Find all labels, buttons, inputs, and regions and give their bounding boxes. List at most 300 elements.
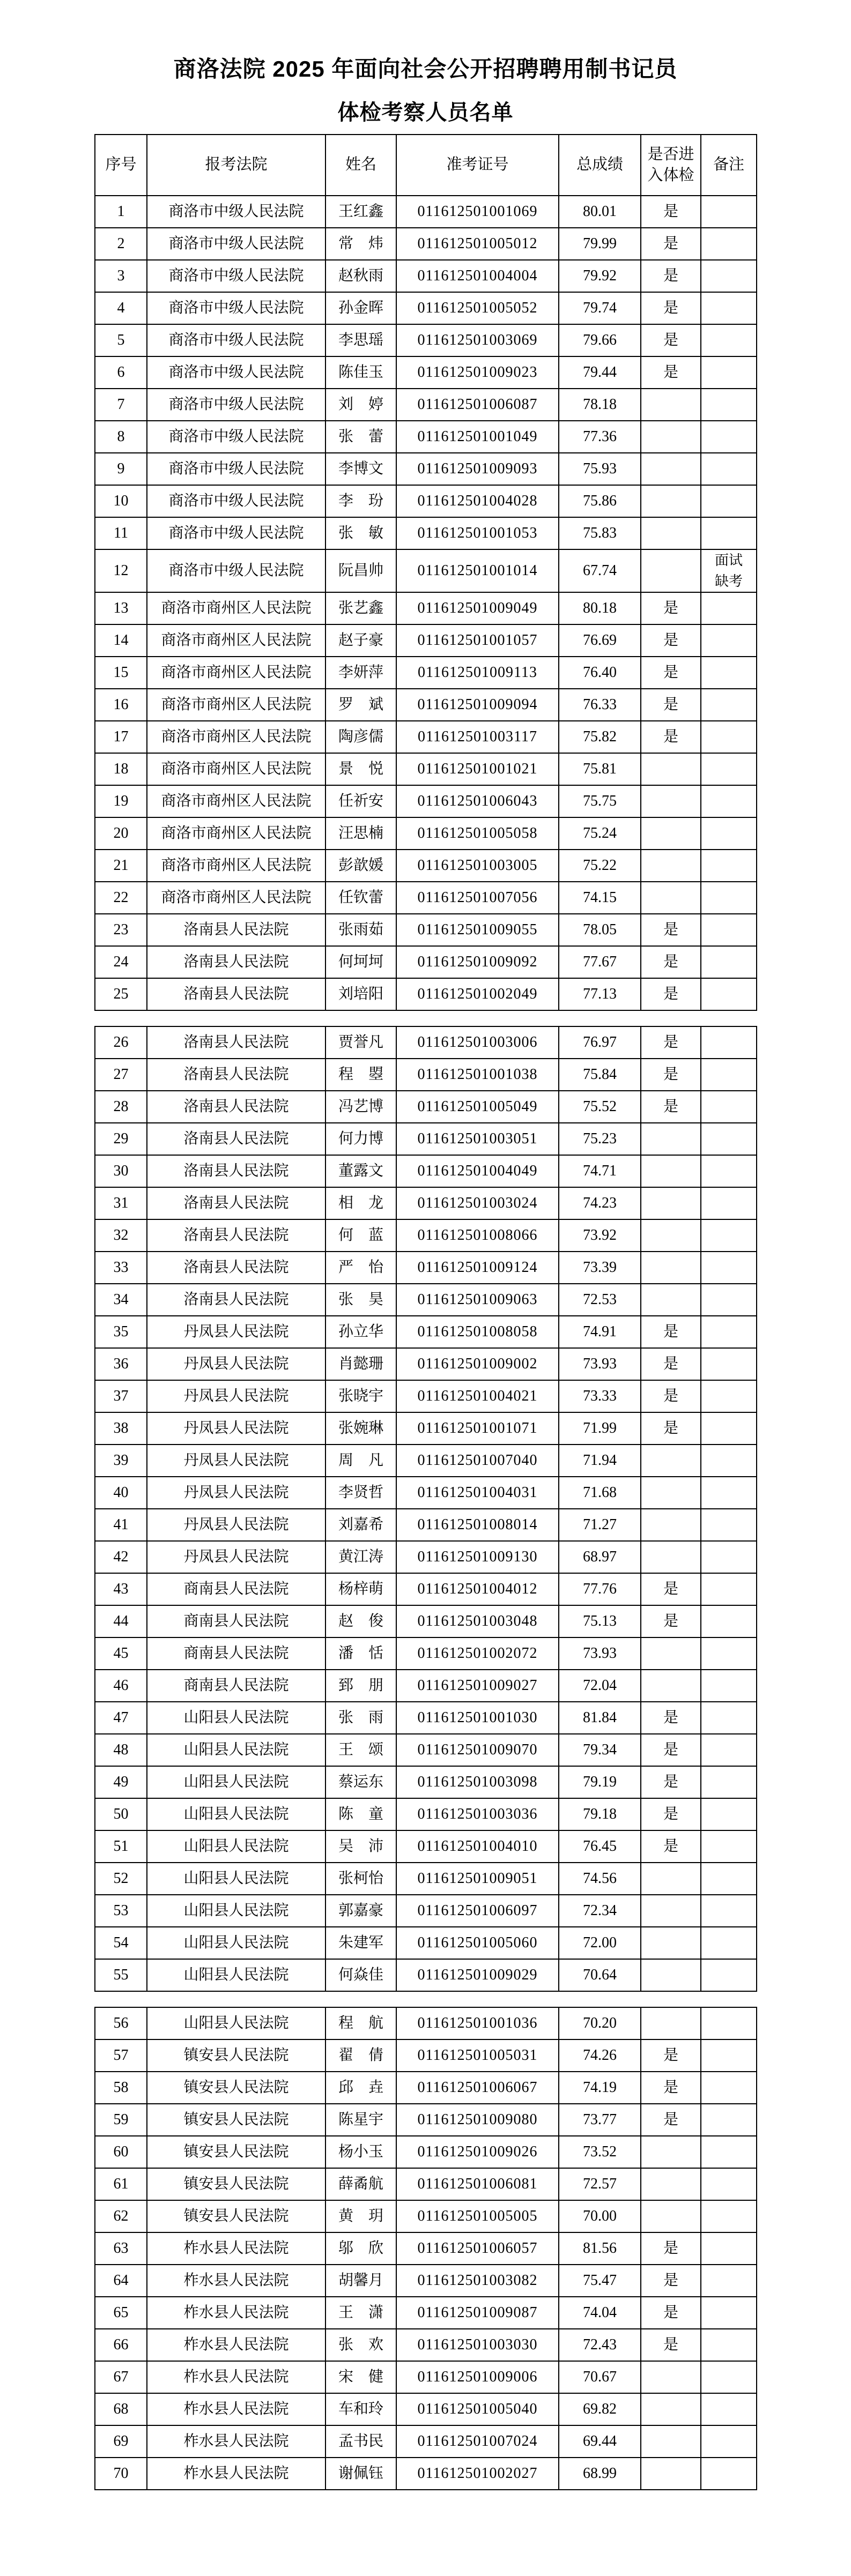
cell-name: 郭嘉豪 <box>325 1895 396 1927</box>
table-row <box>95 1734 757 1766</box>
cell-pass: 是 <box>641 1026 701 1059</box>
cell-score: 72.00 <box>559 1927 641 1959</box>
cell-pass <box>641 1284 701 1316</box>
column-header-name: 姓名 <box>325 135 396 196</box>
cell-pass: 是 <box>641 592 701 624</box>
cell-note <box>701 260 757 292</box>
cell-note <box>701 1927 757 1959</box>
cell-no: 62 <box>95 2200 147 2232</box>
cell-name: 肖懿珊 <box>325 1348 396 1380</box>
cell-note <box>701 2297 757 2329</box>
cell-score: 68.99 <box>559 2458 641 2490</box>
cell-no: 65 <box>95 2297 147 2329</box>
cell-pass: 是 <box>641 1766 701 1798</box>
cell-pass <box>641 817 701 850</box>
cell-ticket: 011612501003005 <box>396 850 559 882</box>
cell-pass <box>641 2361 701 2393</box>
cell-ticket: 011612501009087 <box>396 2297 559 2329</box>
cell-score: 70.20 <box>559 2007 641 2039</box>
cell-score: 75.22 <box>559 850 641 882</box>
cell-no: 24 <box>95 946 147 978</box>
cell-score: 79.74 <box>559 292 641 324</box>
cell-name: 彭歆媛 <box>325 850 396 882</box>
cell-no: 28 <box>95 1091 147 1123</box>
cell-pass <box>641 1927 701 1959</box>
cell-ticket: 011612501001049 <box>396 421 559 453</box>
cell-court: 洛南县人民法院 <box>147 1123 325 1155</box>
cell-ticket: 011612501003048 <box>396 1605 559 1637</box>
cell-note <box>701 2425 757 2458</box>
cell-note <box>701 721 757 753</box>
cell-note <box>701 2361 757 2393</box>
cell-score: 76.97 <box>559 1026 641 1059</box>
cell-name: 孙金晖 <box>325 292 396 324</box>
cell-no: 9 <box>95 453 147 485</box>
cell-score: 73.52 <box>559 2136 641 2168</box>
cell-note <box>701 1670 757 1702</box>
cell-note: 面试缺考 <box>701 549 757 592</box>
cell-note <box>701 689 757 721</box>
cell-pass <box>641 1219 701 1252</box>
cell-court: 商洛市中级人民法院 <box>147 389 325 421</box>
cell-pass: 是 <box>641 260 701 292</box>
roster-table-segment-1 <box>94 134 757 1011</box>
cell-name: 贾誉凡 <box>325 1026 396 1059</box>
cell-court: 柞水县人民法院 <box>147 2329 325 2361</box>
cell-note <box>701 2039 757 2072</box>
cell-ticket: 011612501001069 <box>396 196 559 228</box>
cell-name: 程 航 <box>325 2007 396 2039</box>
cell-no: 63 <box>95 2232 147 2265</box>
cell-note <box>701 1091 757 1123</box>
table-row <box>95 689 757 721</box>
cell-no: 40 <box>95 1477 147 1509</box>
cell-pass: 是 <box>641 1380 701 1412</box>
cell-score: 75.83 <box>559 517 641 549</box>
cell-pass <box>641 2007 701 2039</box>
cell-score: 74.15 <box>559 882 641 914</box>
cell-note <box>701 1637 757 1670</box>
cell-score: 75.23 <box>559 1123 641 1155</box>
cell-no: 10 <box>95 485 147 517</box>
cell-note <box>701 978 757 1010</box>
cell-score: 72.53 <box>559 1284 641 1316</box>
cell-ticket: 011612501004031 <box>396 1477 559 1509</box>
cell-score: 77.13 <box>559 978 641 1010</box>
cell-ticket: 011612501004012 <box>396 1573 559 1605</box>
cell-court: 柞水县人民法院 <box>147 2393 325 2425</box>
table-row <box>95 2329 757 2361</box>
cell-pass: 是 <box>641 324 701 356</box>
cell-name: 张艺鑫 <box>325 592 396 624</box>
cell-pass <box>641 517 701 549</box>
table-row <box>95 1798 757 1830</box>
table-row <box>95 421 757 453</box>
cell-court: 丹凤县人民法院 <box>147 1541 325 1573</box>
cell-court: 柞水县人民法院 <box>147 2361 325 2393</box>
cell-note <box>701 1252 757 1284</box>
cell-pass: 是 <box>641 1348 701 1380</box>
cell-ticket: 011612501003024 <box>396 1187 559 1219</box>
cell-no: 25 <box>95 978 147 1010</box>
column-header-note: 备注 <box>701 135 757 196</box>
cell-name: 张 昊 <box>325 1284 396 1316</box>
cell-court: 山阳县人民法院 <box>147 1863 325 1895</box>
table-row <box>95 2361 757 2393</box>
cell-pass: 是 <box>641 228 701 260</box>
cell-no: 57 <box>95 2039 147 2072</box>
cell-pass <box>641 1541 701 1573</box>
table-row <box>95 2425 757 2458</box>
cell-note <box>701 2329 757 2361</box>
cell-name: 何焱佳 <box>325 1959 396 1991</box>
table-row <box>95 2200 757 2232</box>
cell-court: 镇安县人民法院 <box>147 2136 325 2168</box>
cell-no: 56 <box>95 2007 147 2039</box>
cell-ticket: 011612501001021 <box>396 753 559 785</box>
cell-score: 74.19 <box>559 2072 641 2104</box>
cell-ticket: 011612501003098 <box>396 1766 559 1798</box>
cell-score: 75.24 <box>559 817 641 850</box>
cell-pass: 是 <box>641 292 701 324</box>
cell-score: 73.93 <box>559 1348 641 1380</box>
cell-name: 李贤哲 <box>325 1477 396 1509</box>
table-row <box>95 389 757 421</box>
cell-no: 22 <box>95 882 147 914</box>
cell-score: 81.84 <box>559 1702 641 1734</box>
table-row <box>95 592 757 624</box>
cell-no: 26 <box>95 1026 147 1059</box>
cell-note <box>701 2393 757 2425</box>
cell-name: 杨梓萌 <box>325 1573 396 1605</box>
cell-no: 38 <box>95 1412 147 1445</box>
cell-name: 李博文 <box>325 453 396 485</box>
column-header-ticket: 准考证号 <box>396 135 559 196</box>
cell-name: 翟 倩 <box>325 2039 396 2072</box>
cell-note <box>701 1959 757 1991</box>
cell-ticket: 011612501006043 <box>396 785 559 817</box>
cell-no: 54 <box>95 1927 147 1959</box>
cell-no: 16 <box>95 689 147 721</box>
cell-score: 75.13 <box>559 1605 641 1637</box>
cell-no: 51 <box>95 1830 147 1863</box>
cell-pass: 是 <box>641 624 701 657</box>
cell-court: 商洛市中级人民法院 <box>147 228 325 260</box>
cell-ticket: 011612501004028 <box>396 485 559 517</box>
cell-pass <box>641 453 701 485</box>
cell-score: 73.39 <box>559 1252 641 1284</box>
table-row <box>95 1927 757 1959</box>
cell-pass <box>641 2136 701 2168</box>
cell-note <box>701 1702 757 1734</box>
cell-no: 18 <box>95 753 147 785</box>
cell-note <box>701 592 757 624</box>
cell-name: 陈佳玉 <box>325 356 396 389</box>
cell-no: 69 <box>95 2425 147 2458</box>
cell-name: 王红鑫 <box>325 196 396 228</box>
roster-table-segment-2 <box>94 1026 757 1992</box>
cell-note <box>701 485 757 517</box>
table-row <box>95 657 757 689</box>
cell-pass: 是 <box>641 1734 701 1766</box>
cell-court: 山阳县人民法院 <box>147 1798 325 1830</box>
cell-name: 张 欢 <box>325 2329 396 2361</box>
cell-no: 33 <box>95 1252 147 1284</box>
table-row <box>95 1316 757 1348</box>
cell-pass <box>641 549 701 592</box>
cell-court: 丹凤县人民法院 <box>147 1412 325 1445</box>
cell-score: 72.34 <box>559 1895 641 1927</box>
cell-name: 汪思楠 <box>325 817 396 850</box>
table-row <box>95 1091 757 1123</box>
table-row <box>95 356 757 389</box>
table-row <box>95 817 757 850</box>
cell-no: 46 <box>95 1670 147 1702</box>
table-row <box>95 485 757 517</box>
cell-no: 64 <box>95 2265 147 2297</box>
cell-court: 洛南县人民法院 <box>147 1187 325 1219</box>
cell-note <box>701 2007 757 2039</box>
cell-no: 5 <box>95 324 147 356</box>
cell-note <box>701 1026 757 1059</box>
cell-score: 77.67 <box>559 946 641 978</box>
cell-note <box>701 2265 757 2297</box>
cell-no: 13 <box>95 592 147 624</box>
cell-note <box>701 850 757 882</box>
table-row <box>95 324 757 356</box>
cell-score: 81.56 <box>559 2232 641 2265</box>
cell-name: 郅 朋 <box>325 1670 396 1702</box>
cell-no: 61 <box>95 2168 147 2200</box>
cell-court: 商洛市商州区人民法院 <box>147 817 325 850</box>
cell-no: 39 <box>95 1445 147 1477</box>
cell-no: 32 <box>95 1219 147 1252</box>
cell-score: 75.84 <box>559 1059 641 1091</box>
table-row <box>95 1445 757 1477</box>
cell-court: 山阳县人民法院 <box>147 1895 325 1927</box>
cell-note <box>701 1316 757 1348</box>
table-row <box>95 1541 757 1573</box>
cell-note <box>701 1830 757 1863</box>
cell-pass: 是 <box>641 1702 701 1734</box>
cell-court: 山阳县人民法院 <box>147 1734 325 1766</box>
cell-no: 35 <box>95 1316 147 1348</box>
cell-court: 丹凤县人民法院 <box>147 1380 325 1412</box>
cell-ticket: 011612501007024 <box>396 2425 559 2458</box>
cell-court: 山阳县人民法院 <box>147 1702 325 1734</box>
table-row <box>95 517 757 549</box>
cell-ticket: 011612501008014 <box>396 1509 559 1541</box>
table-row <box>95 946 757 978</box>
cell-ticket: 011612501004010 <box>396 1830 559 1863</box>
cell-ticket: 011612501008058 <box>396 1316 559 1348</box>
cell-court: 商洛市商州区人民法院 <box>147 624 325 657</box>
cell-no: 2 <box>95 228 147 260</box>
cell-pass <box>641 882 701 914</box>
cell-name: 潘 恬 <box>325 1637 396 1670</box>
cell-court: 山阳县人民法院 <box>147 1959 325 1991</box>
table-row <box>95 292 757 324</box>
cell-score: 73.77 <box>559 2104 641 2136</box>
column-header-score: 总成绩 <box>559 135 641 196</box>
table-row <box>95 196 757 228</box>
cell-note <box>701 1477 757 1509</box>
cell-ticket: 011612501006087 <box>396 389 559 421</box>
cell-ticket: 011612501005005 <box>396 2200 559 2232</box>
table-row <box>95 1830 757 1863</box>
cell-name: 张晓宇 <box>325 1380 396 1412</box>
cell-score: 76.45 <box>559 1830 641 1863</box>
cell-court: 商洛市中级人民法院 <box>147 485 325 517</box>
table-row <box>95 1348 757 1380</box>
cell-note <box>701 1605 757 1637</box>
cell-note <box>701 2232 757 2265</box>
cell-note <box>701 753 757 785</box>
cell-score: 71.94 <box>559 1445 641 1477</box>
cell-note <box>701 2136 757 2168</box>
cell-score: 72.57 <box>559 2168 641 2200</box>
cell-no: 17 <box>95 721 147 753</box>
cell-score: 79.44 <box>559 356 641 389</box>
cell-pass: 是 <box>641 978 701 1010</box>
cell-note <box>701 1541 757 1573</box>
table-row <box>95 1670 757 1702</box>
cell-name: 常 炜 <box>325 228 396 260</box>
cell-court: 山阳县人民法院 <box>147 1927 325 1959</box>
cell-no: 14 <box>95 624 147 657</box>
cell-no: 68 <box>95 2393 147 2425</box>
cell-name: 刘 婷 <box>325 389 396 421</box>
cell-note <box>701 324 757 356</box>
cell-pass <box>641 389 701 421</box>
cell-court: 商洛市中级人民法院 <box>147 260 325 292</box>
cell-name: 黄江涛 <box>325 1541 396 1573</box>
cell-ticket: 011612501001036 <box>396 2007 559 2039</box>
cell-note <box>701 1219 757 1252</box>
table-row <box>95 260 757 292</box>
cell-name: 任祈安 <box>325 785 396 817</box>
cell-score: 71.68 <box>559 1477 641 1509</box>
cell-name: 罗 斌 <box>325 689 396 721</box>
cell-ticket: 011612501007056 <box>396 882 559 914</box>
cell-no: 60 <box>95 2136 147 2168</box>
cell-pass: 是 <box>641 356 701 389</box>
cell-score: 78.05 <box>559 914 641 946</box>
cell-name: 薛矞航 <box>325 2168 396 2200</box>
cell-name: 张 雨 <box>325 1702 396 1734</box>
cell-ticket: 011612501004021 <box>396 1380 559 1412</box>
cell-pass: 是 <box>641 657 701 689</box>
cell-ticket: 011612501001057 <box>396 624 559 657</box>
table-row <box>95 2265 757 2297</box>
cell-name: 冯艺博 <box>325 1091 396 1123</box>
cell-name: 张 敏 <box>325 517 396 549</box>
cell-score: 70.00 <box>559 2200 641 2232</box>
table-row <box>95 2232 757 2265</box>
cell-name: 陈 童 <box>325 1798 396 1830</box>
cell-ticket: 011612501009130 <box>396 1541 559 1573</box>
cell-ticket: 011612501003036 <box>396 1798 559 1830</box>
table-row <box>95 1766 757 1798</box>
cell-score: 80.18 <box>559 592 641 624</box>
cell-score: 78.18 <box>559 389 641 421</box>
cell-no: 4 <box>95 292 147 324</box>
cell-note <box>701 389 757 421</box>
cell-ticket: 011612501001030 <box>396 1702 559 1734</box>
cell-note <box>701 292 757 324</box>
cell-score: 77.76 <box>559 1573 641 1605</box>
cell-score: 76.33 <box>559 689 641 721</box>
cell-no: 3 <box>95 260 147 292</box>
table-row <box>95 785 757 817</box>
cell-ticket: 011612501009029 <box>396 1959 559 1991</box>
cell-pass: 是 <box>641 1412 701 1445</box>
cell-pass <box>641 1959 701 1991</box>
cell-ticket: 011612501009094 <box>396 689 559 721</box>
cell-court: 洛南县人民法院 <box>147 946 325 978</box>
cell-pass: 是 <box>641 2329 701 2361</box>
cell-ticket: 011612501005060 <box>396 1927 559 1959</box>
cell-court: 商洛市商州区人民法院 <box>147 753 325 785</box>
cell-court: 商洛市中级人民法院 <box>147 517 325 549</box>
cell-name: 程 曌 <box>325 1059 396 1091</box>
cell-no: 12 <box>95 549 147 592</box>
cell-note <box>701 2200 757 2232</box>
cell-ticket: 011612501006057 <box>396 2232 559 2265</box>
cell-score: 67.74 <box>559 549 641 592</box>
cell-note <box>701 1123 757 1155</box>
cell-score: 74.04 <box>559 2297 641 2329</box>
cell-score: 72.04 <box>559 1670 641 1702</box>
cell-court: 商南县人民法院 <box>147 1670 325 1702</box>
cell-note <box>701 1509 757 1541</box>
cell-note <box>701 1734 757 1766</box>
page-title: 商洛法院 2025 年面向社会公开招聘聘用制书记员 <box>173 56 678 81</box>
cell-court: 商洛市商州区人民法院 <box>147 689 325 721</box>
cell-name: 任钦蕾 <box>325 882 396 914</box>
cell-score: 74.71 <box>559 1155 641 1187</box>
cell-pass: 是 <box>641 2039 701 2072</box>
cell-court: 商南县人民法院 <box>147 1605 325 1637</box>
cell-no: 31 <box>95 1187 147 1219</box>
table-row <box>95 2136 757 2168</box>
cell-pass <box>641 1477 701 1509</box>
table-row <box>95 1509 757 1541</box>
cell-no: 36 <box>95 1348 147 1380</box>
cell-ticket: 011612501003030 <box>396 2329 559 2361</box>
table-row <box>95 1284 757 1316</box>
cell-score: 75.82 <box>559 721 641 753</box>
cell-name: 刘嘉希 <box>325 1509 396 1541</box>
cell-ticket: 011612501003117 <box>396 721 559 753</box>
cell-court: 商洛市商州区人民法院 <box>147 592 325 624</box>
table-row <box>95 1026 757 1059</box>
cell-no: 41 <box>95 1509 147 1541</box>
cell-note <box>701 1284 757 1316</box>
table-row <box>95 1477 757 1509</box>
cell-court: 商洛市商州区人民法院 <box>147 721 325 753</box>
cell-name: 相 龙 <box>325 1187 396 1219</box>
cell-no: 37 <box>95 1380 147 1412</box>
cell-court: 镇安县人民法院 <box>147 2168 325 2200</box>
cell-pass <box>641 850 701 882</box>
cell-score: 70.64 <box>559 1959 641 1991</box>
cell-pass <box>641 1445 701 1477</box>
cell-court: 镇安县人民法院 <box>147 2039 325 2072</box>
cell-pass <box>641 1670 701 1702</box>
cell-pass <box>641 1123 701 1155</box>
cell-ticket: 011612501009080 <box>396 2104 559 2136</box>
